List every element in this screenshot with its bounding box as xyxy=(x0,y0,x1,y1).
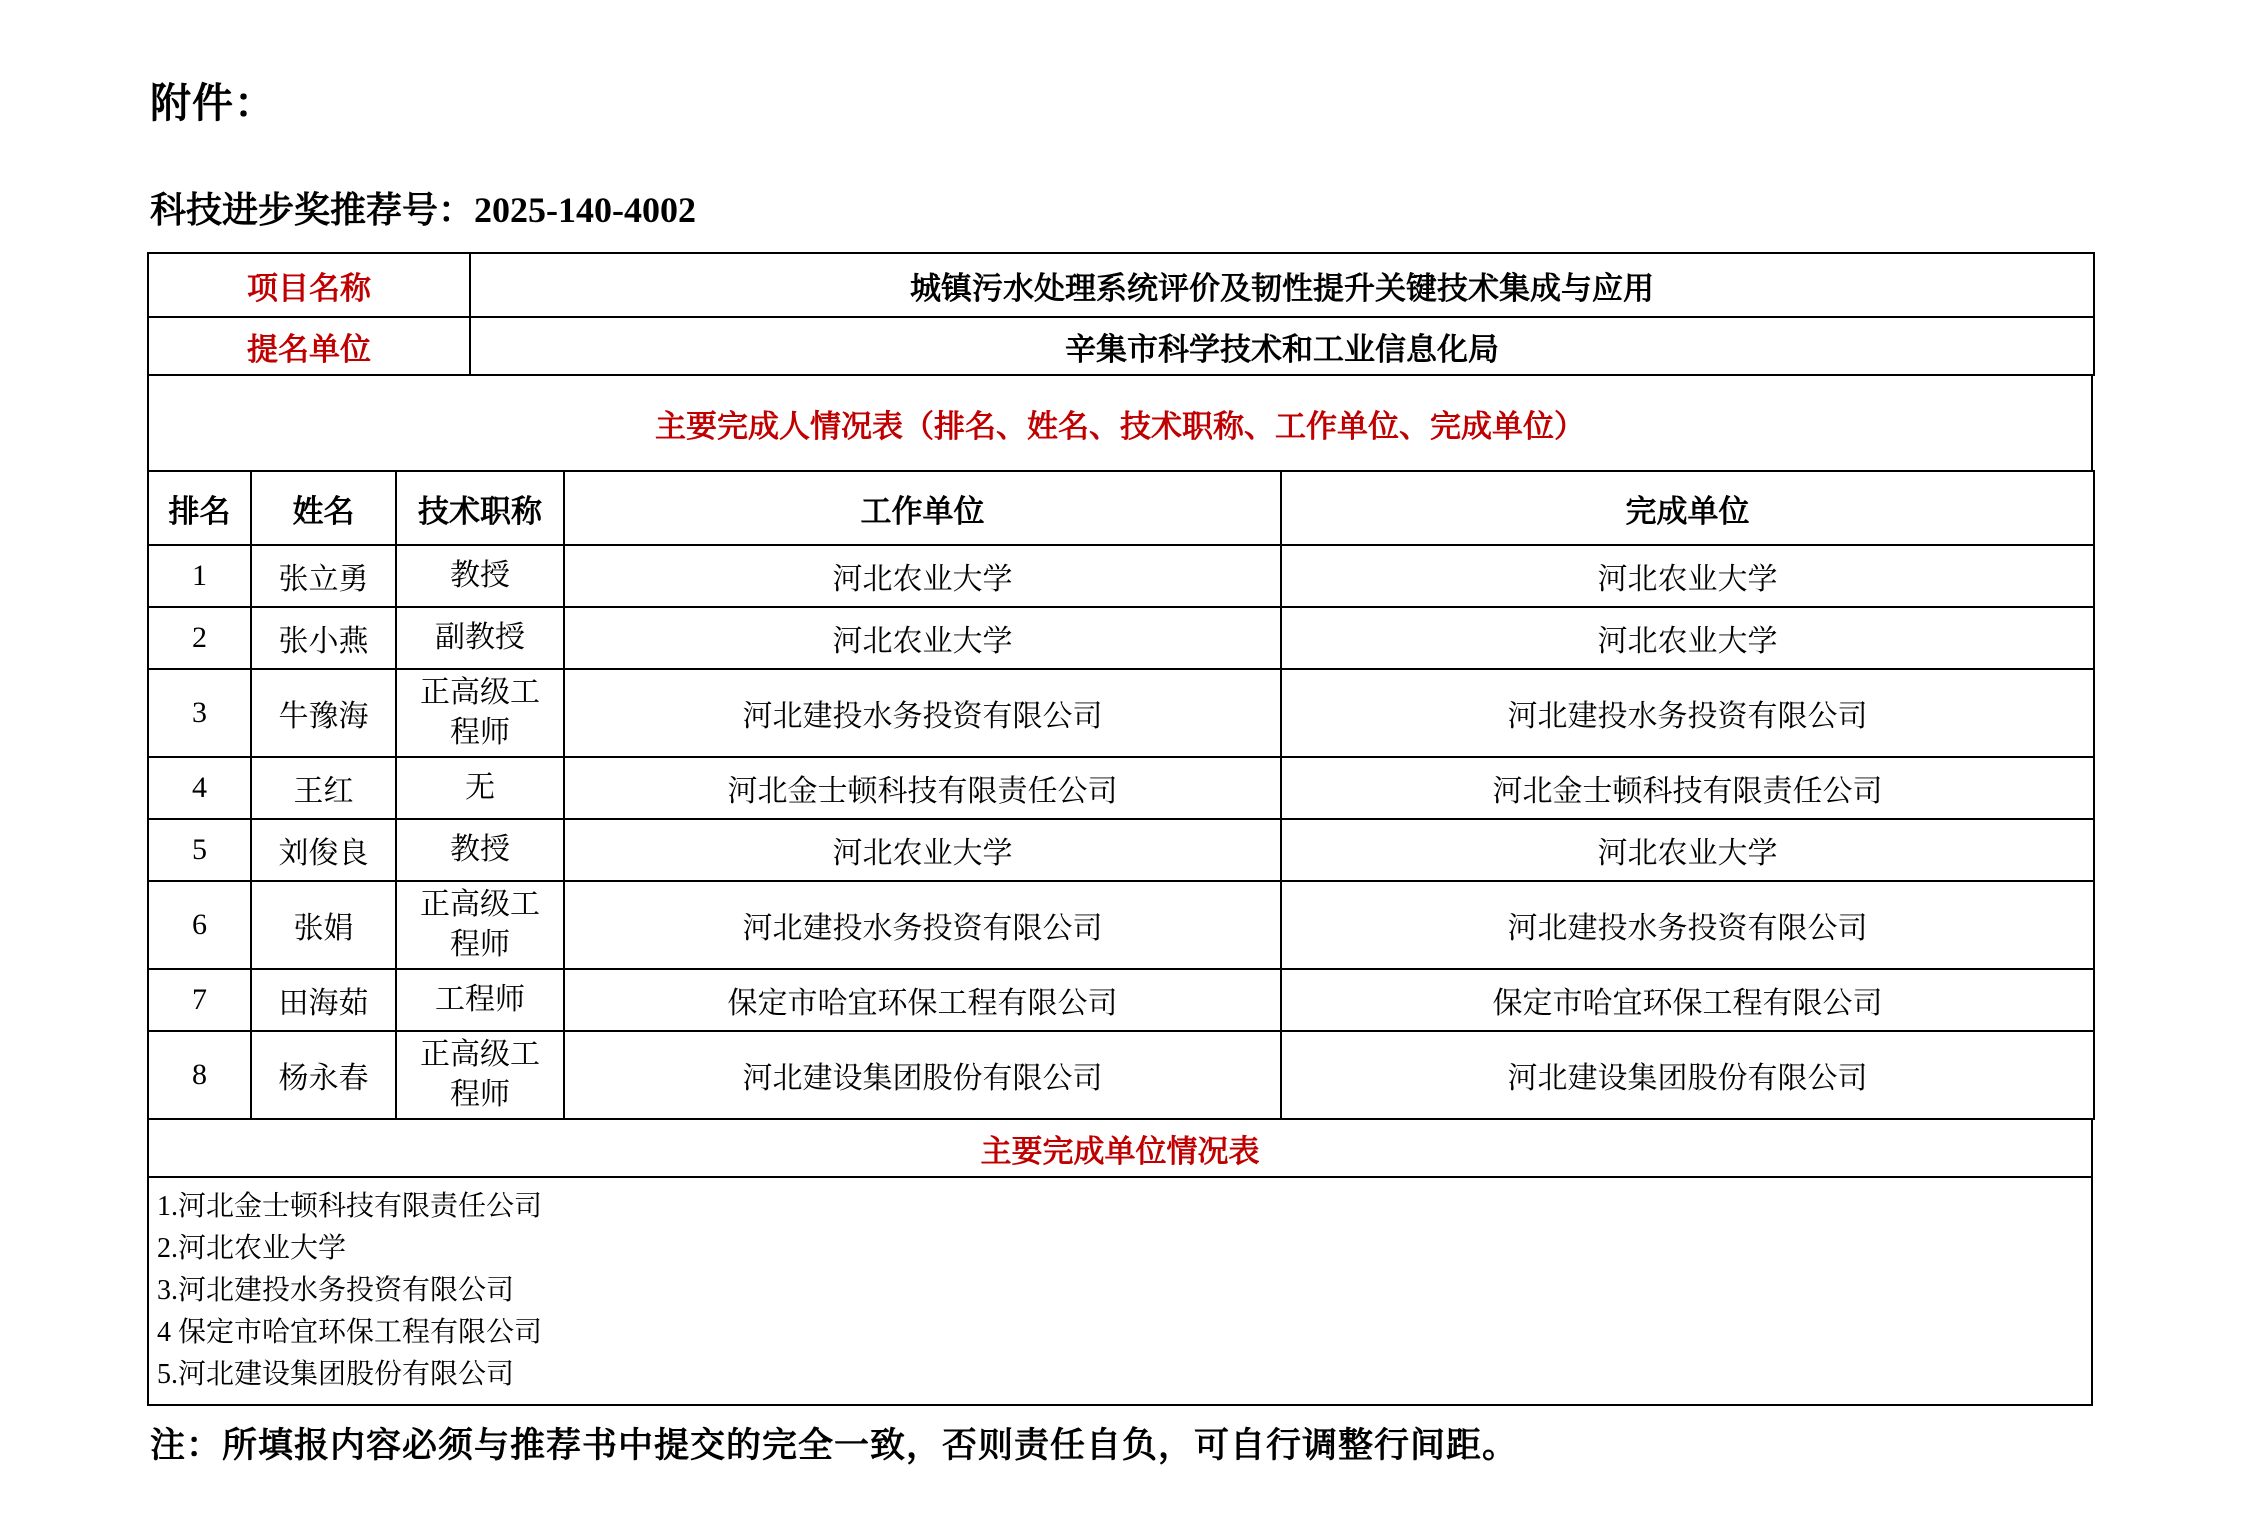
table-row xyxy=(148,1177,2092,1405)
job-title-cell: 正高级工程师 xyxy=(396,881,564,969)
completing-unit-cell: 河北金士顿科技有限责任公司 xyxy=(1281,757,2094,819)
units-list-item: 5.河北建设集团股份有限公司 xyxy=(157,1359,515,1390)
rank-cell: 6 xyxy=(148,881,251,969)
units-title-table xyxy=(147,1118,2093,1178)
completing-unit-cell: 河北建投水务投资有限公司 xyxy=(1281,881,2094,969)
work-unit-cell: 河北建投水务投资有限公司 xyxy=(564,881,1281,969)
rank-cell: 4 xyxy=(148,757,251,819)
job-title-cell: 无 xyxy=(396,757,564,819)
completers-header-row xyxy=(148,471,2094,545)
table-row xyxy=(148,545,2094,607)
job-title-cell: 工程师 xyxy=(396,969,564,1031)
project-name-label: 项目名称 xyxy=(148,253,470,317)
table-row xyxy=(148,375,2092,471)
header-job-title: 技术职称 xyxy=(396,471,564,545)
footer-note: 注：所填报内容必须与推荐书中提交的完全一致，否则责任自负，可自行调整行间距。 xyxy=(150,1426,1519,1465)
work-unit-cell: 河北金士顿科技有限责任公司 xyxy=(564,757,1281,819)
completing-unit-cell: 河北建投水务投资有限公司 xyxy=(1281,669,2094,757)
work-unit-cell: 河北建设集团股份有限公司 xyxy=(564,1031,1281,1119)
table-row xyxy=(148,757,2094,819)
completing-unit-cell: 河北农业大学 xyxy=(1281,819,2094,881)
name-cell: 张小燕 xyxy=(251,607,396,669)
job-title-cell: 副教授 xyxy=(396,607,564,669)
rank-cell: 1 xyxy=(148,545,251,607)
nominating-unit-value: 辛集市科学技术和工业信息化局 xyxy=(470,317,2094,375)
units-list-item: 2.河北农业大学 xyxy=(157,1233,347,1264)
job-title-cell: 教授 xyxy=(396,545,564,607)
completers-title-table xyxy=(147,374,2093,472)
rank-cell: 5 xyxy=(148,819,251,881)
table-row xyxy=(148,881,2094,969)
recommendation-number-label: 科技进步奖推荐号： xyxy=(150,190,475,230)
work-unit-cell: 河北建投水务投资有限公司 xyxy=(564,669,1281,757)
header-work-unit: 工作单位 xyxy=(564,471,1281,545)
table-row xyxy=(148,317,2094,375)
name-cell: 张立勇 xyxy=(251,545,396,607)
project-info-table xyxy=(147,252,2095,376)
units-list-cell xyxy=(148,1177,2092,1405)
name-cell: 王红 xyxy=(251,757,396,819)
work-unit-cell: 河北农业大学 xyxy=(564,607,1281,669)
work-unit-cell: 河北农业大学 xyxy=(564,819,1281,881)
units-list-item: 3.河北建投水务投资有限公司 xyxy=(157,1275,515,1306)
rank-cell: 7 xyxy=(148,969,251,1031)
recommendation-number-value: 2025-140-4002 xyxy=(474,190,696,230)
project-name-value: 城镇污水处理系统评价及韧性提升关键技术集成与应用 xyxy=(470,253,2094,317)
table-row xyxy=(148,607,2094,669)
completing-unit-cell: 河北建设集团股份有限公司 xyxy=(1281,1031,2094,1119)
completing-unit-cell: 河北农业大学 xyxy=(1281,545,2094,607)
rank-cell: 8 xyxy=(148,1031,251,1119)
units-list-item: 1.河北金士顿科技有限责任公司 xyxy=(157,1191,543,1222)
table-row xyxy=(148,969,2094,1031)
name-cell: 张娟 xyxy=(251,881,396,969)
job-title-cell: 正高级工程师 xyxy=(396,669,564,757)
completers-section-title: 主要完成人情况表（排名、姓名、技术职称、工作单位、完成单位） xyxy=(148,375,2092,471)
units-section-title: 主要完成单位情况表 xyxy=(148,1119,2092,1177)
rank-cell: 2 xyxy=(148,607,251,669)
units-list-table xyxy=(147,1176,2093,1406)
header-completing-unit: 完成单位 xyxy=(1281,471,2094,545)
table-row xyxy=(148,669,2094,757)
name-cell: 杨永春 xyxy=(251,1031,396,1119)
completers-table xyxy=(147,470,2095,1120)
attachment-heading: 附件： xyxy=(150,80,276,126)
rank-cell: 3 xyxy=(148,669,251,757)
name-cell: 刘俊良 xyxy=(251,819,396,881)
completing-unit-cell: 河北农业大学 xyxy=(1281,607,2094,669)
name-cell: 牛豫海 xyxy=(251,669,396,757)
work-unit-cell: 河北农业大学 xyxy=(564,545,1281,607)
award-form-table xyxy=(147,252,2093,1406)
table-row xyxy=(148,819,2094,881)
table-row xyxy=(148,253,2094,317)
nominating-unit-label: 提名单位 xyxy=(148,317,470,375)
name-cell: 田海茹 xyxy=(251,969,396,1031)
job-title-cell: 正高级工程师 xyxy=(396,1031,564,1119)
recommendation-number-line xyxy=(150,182,696,233)
header-name: 姓名 xyxy=(251,471,396,545)
table-row xyxy=(148,1031,2094,1119)
table-row xyxy=(148,1119,2092,1177)
units-list-item: 4 保定市哈宜环保工程有限公司 xyxy=(157,1317,543,1348)
completing-unit-cell: 保定市哈宜环保工程有限公司 xyxy=(1281,969,2094,1031)
job-title-cell: 教授 xyxy=(396,819,564,881)
header-rank: 排名 xyxy=(148,471,251,545)
work-unit-cell: 保定市哈宜环保工程有限公司 xyxy=(564,969,1281,1031)
